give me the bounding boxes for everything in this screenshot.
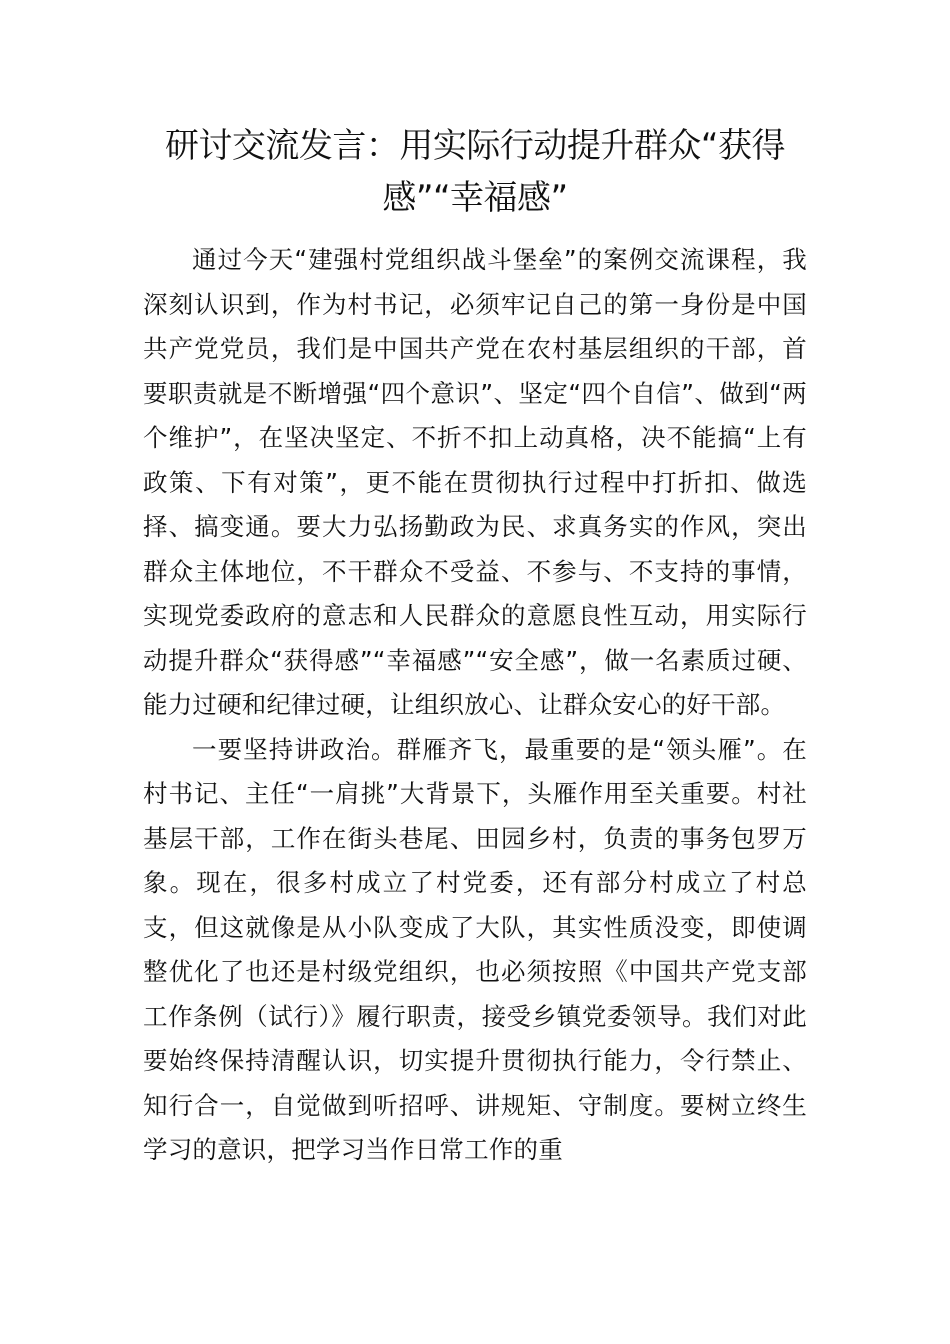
document-body [143, 238, 807, 1173]
paragraph-politics: 一要坚持讲政治。群雁齐飞，最重要的是“领头雁”。在村书记、主任“一肩挑”大背景下，头雁作用至关重要。村社基层干部，工作在街头巷尾、田园乡村，负责的事务包罗万象。现在，很多村成立了村党委，还有部分村成立了村总支，但这就像是从小队变成了大队，其实性质没变，即使调整优化了也还是村级党组织，也必须按照《中国共产党支部工作条例（试行）》履行职责，接受乡镇党委领导。我们对此要始终保持清醒认识，切实提升贯彻执行能力，令行禁止、知行合一，自觉做到听招呼、讲规矩、守制度。要树立终生学习的意识，把学习当作日常工作的重 [143, 734, 807, 1164]
document-title: 研讨交流发言：用实际行动提升群众“获得感”“幸福感” [164, 126, 786, 218]
paragraph-intro: 通过今天“建强村党组织战斗堡垒”的案例交流课程，我深刻认识到，作为村书记，必须牢记自己的第一身份是中国共产党党员，我们是中国共产党在农村基层组织的干部，首要职责就是不断增强“四个意识”、坚定“四个自信”、做到“两个维护”，在坚决坚定、不折不扣上动真格，决不能搞“上有政策、下有对策”，更不能在贯彻执行过程中打折扣、做选择、搞变通。要大力弘扬勤政为民、求真务实的作风，突出群众主体地位，不干群众不受益、不参与、不支持的事情，实现党委政府的意志和人民群众的意愿良性互动，用实际行动提升群众“获得感”“幸福感”“安全感”，做一名素质过硬、能力过硬和纪律过硬，让组织放心、让群众安心的好干部。 [143, 245, 807, 719]
